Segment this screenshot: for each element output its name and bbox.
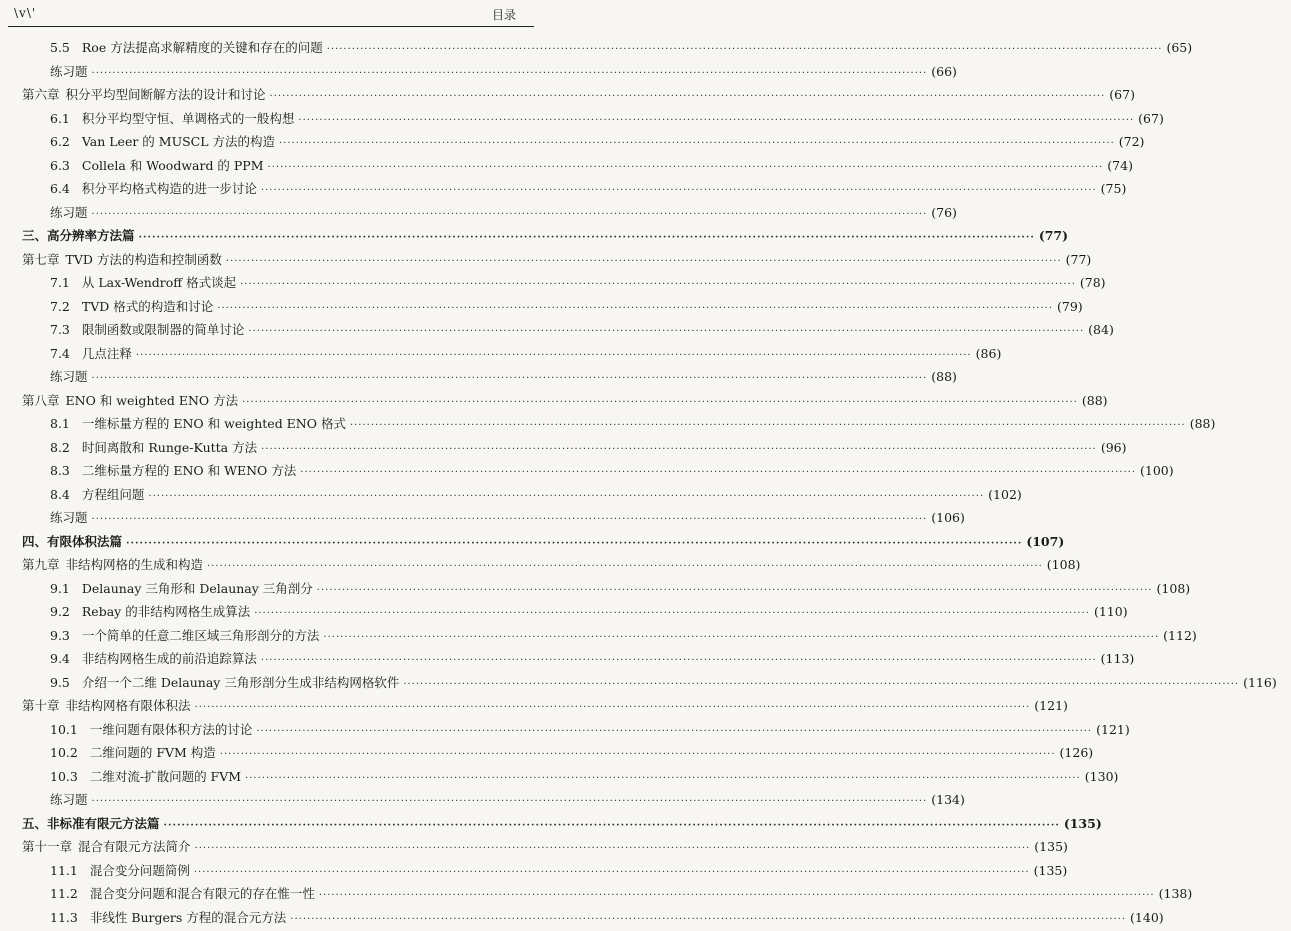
dot-leader: ········································································································································································································ bbox=[92, 203, 928, 227]
toc-entry-page: (67) bbox=[1109, 83, 1149, 107]
toc-entry-page: (121) bbox=[1034, 694, 1082, 718]
toc-entry-page: (121) bbox=[1096, 718, 1144, 742]
toc-entry-title: 混合变分问题和混合有限元的存在惟一性 bbox=[78, 882, 315, 906]
dot-leader: ········································································································································································································ bbox=[319, 884, 1155, 908]
toc-entry-page: (77) bbox=[1066, 248, 1106, 272]
dot-leader: ········································································································································································································ bbox=[126, 532, 1022, 556]
toc-entry-number: 8.2 bbox=[50, 436, 70, 460]
toc-entry-title: 从 Lax-Wendroff 格式谈起 bbox=[70, 271, 236, 295]
toc-entry bbox=[0, 812, 544, 836]
dot-leader: ········································································································································································································ bbox=[254, 602, 1090, 626]
toc-entry-page: (67) bbox=[1138, 107, 1178, 131]
toc-entry-number: 7.4 bbox=[50, 342, 70, 366]
toc-entry-number: 10.3 bbox=[50, 765, 78, 789]
header-rule bbox=[8, 26, 534, 27]
toc-entry bbox=[0, 741, 544, 765]
toc-entry bbox=[0, 718, 544, 742]
toc-entry-page: (135) bbox=[1064, 812, 1116, 836]
toc-entry-title: 非结构网格生成的前沿追踪算法 bbox=[70, 647, 257, 671]
dot-leader: ········································································································································································································ bbox=[92, 508, 928, 532]
toc-entry-number: 9.5 bbox=[50, 671, 70, 695]
toc-entry-title: 三、高分辨率方法篇 bbox=[22, 224, 135, 248]
toc-entry-title: 练习题 bbox=[50, 365, 88, 389]
dot-leader: ········································································································································································································ bbox=[92, 790, 928, 814]
toc-entry-page: (106) bbox=[931, 506, 979, 530]
toc-entry-page: (113) bbox=[1101, 647, 1149, 671]
toc-entry-title: 积分平均型守恒、单调格式的一般构想 bbox=[70, 107, 295, 131]
toc-entry-number: 第十章 bbox=[22, 694, 60, 718]
dot-leader: ········································································································································································································ bbox=[194, 861, 1030, 885]
dot-leader: ········································································································································································································ bbox=[261, 438, 1097, 462]
toc-entry-page: (135) bbox=[1034, 835, 1082, 859]
toc-entry bbox=[0, 365, 544, 389]
toc-entry-title: 二维问题的 FVM 构造 bbox=[78, 741, 216, 765]
toc-entry-number: 7.2 bbox=[50, 295, 70, 319]
toc-entry bbox=[0, 412, 544, 436]
toc-entry-number: 8.3 bbox=[50, 459, 70, 483]
toc-entry bbox=[0, 318, 544, 342]
toc-entry-number: 第八章 bbox=[22, 389, 60, 413]
toc-entry bbox=[0, 553, 544, 577]
toc-entry-number: 第十一章 bbox=[22, 835, 72, 859]
dot-leader: ········································································································································································································ bbox=[220, 743, 1056, 767]
toc-entry-page: (108) bbox=[1157, 577, 1205, 601]
running-title: 目录 bbox=[492, 6, 516, 23]
toc-entry-title: 二维对流-扩散问题的 FVM bbox=[78, 765, 241, 789]
toc-entry bbox=[0, 835, 544, 859]
toc-entry-number: 9.2 bbox=[50, 600, 70, 624]
toc-entry-page: (96) bbox=[1101, 436, 1141, 460]
toc-entry bbox=[0, 248, 544, 272]
dot-leader: ········································································································································································································ bbox=[240, 273, 1076, 297]
toc-entry-title: 混合变分问题简例 bbox=[78, 859, 190, 883]
toc-entry-number: 11.1 bbox=[50, 859, 78, 883]
toc-entry-title: Delaunay 三角形和 Delaunay 三角剖分 bbox=[70, 577, 313, 601]
toc-entry-page: (75) bbox=[1101, 177, 1141, 201]
toc-entry-title: 限制函数或限制器的简单讨论 bbox=[70, 318, 245, 342]
toc-entry-page: (108) bbox=[1047, 553, 1095, 577]
toc-entry-title: 积分平均格式构造的进一步讨论 bbox=[70, 177, 257, 201]
dot-leader: ········································································································································································································ bbox=[256, 720, 1092, 744]
toc-entry-title: Collela 和 Woodward 的 PPM bbox=[70, 154, 264, 178]
toc-entry-page: (110) bbox=[1094, 600, 1142, 624]
dot-leader: ········································································································································································································ bbox=[270, 85, 1106, 109]
dot-leader: ········································································································································································································ bbox=[327, 38, 1163, 62]
toc-entry-number: 6.2 bbox=[50, 130, 70, 154]
toc-entry-number: 第六章 bbox=[22, 83, 60, 107]
toc-entry-page: (72) bbox=[1119, 130, 1159, 154]
dot-leader: ········································································································································································································ bbox=[195, 696, 1031, 720]
dot-leader: ········································································································································································································ bbox=[148, 485, 984, 509]
dot-leader: ········································································································································································································ bbox=[268, 156, 1104, 180]
toc-entry-number: 6.3 bbox=[50, 154, 70, 178]
dot-leader: ········································································································································································································ bbox=[92, 367, 928, 391]
page-header bbox=[0, 0, 544, 30]
toc-entry bbox=[0, 694, 544, 718]
dot-leader: ········································································································································································································ bbox=[323, 626, 1159, 650]
toc-entry-title: 介绍一个二维 Delaunay 三角形剖分生成非结构网格软件 bbox=[70, 671, 399, 695]
toc-entry-page: (76) bbox=[931, 201, 971, 225]
toc-entry-title: Roe 方法提高求解精度的关键和存在的问题 bbox=[70, 36, 323, 60]
toc-entry bbox=[0, 177, 544, 201]
toc-entry-number: 9.4 bbox=[50, 647, 70, 671]
toc-entry-number: 11.3 bbox=[50, 906, 78, 930]
toc-entry bbox=[0, 224, 544, 248]
toc-entry-number: 5.5 bbox=[50, 36, 70, 60]
toc-entry-title: Rebay 的非结构网格生成算法 bbox=[70, 600, 250, 624]
dot-leader: ········································································································································································································ bbox=[195, 837, 1031, 861]
toc-entry-title: 积分平均型间断解方法的设计和讨论 bbox=[60, 83, 266, 107]
dot-leader: ········································································································································································································ bbox=[92, 62, 928, 86]
toc-entry-title: 练习题 bbox=[50, 506, 88, 530]
dot-leader: ········································································································································································································ bbox=[261, 649, 1097, 673]
toc-entry-page: (126) bbox=[1060, 741, 1108, 765]
toc-entry bbox=[0, 600, 544, 624]
toc-entry-title: 混合有限元方法简介 bbox=[72, 835, 191, 859]
toc-entry-page: (88) bbox=[1190, 412, 1230, 436]
toc-entry-title: 四、有限体积法篇 bbox=[22, 530, 122, 554]
toc-entry-page: (112) bbox=[1163, 624, 1211, 648]
dot-leader: ········································································································································································································ bbox=[164, 814, 1060, 838]
toc-entry-number: 9.3 bbox=[50, 624, 70, 648]
dot-leader: ········································································································································································································ bbox=[317, 579, 1153, 603]
toc-entry bbox=[0, 506, 544, 530]
toc-entry-title: 一维问题有限体积方法的讨论 bbox=[78, 718, 253, 742]
toc-entry bbox=[0, 624, 544, 648]
toc-entry-page: (138) bbox=[1159, 882, 1207, 906]
toc-entry-page: (74) bbox=[1107, 154, 1147, 178]
toc-entry-number: 7.3 bbox=[50, 318, 70, 342]
toc-entry bbox=[0, 483, 544, 507]
toc-entry-page: (77) bbox=[1039, 224, 1082, 248]
toc-entry-number: 第九章 bbox=[22, 553, 60, 577]
toc-entry-number: 第七章 bbox=[22, 248, 60, 272]
toc-entry bbox=[0, 154, 544, 178]
toc-entry bbox=[0, 271, 544, 295]
toc-entry-page: (86) bbox=[976, 342, 1016, 366]
dot-leader: ········································································································································································································ bbox=[139, 226, 1035, 250]
toc-entry bbox=[0, 530, 544, 554]
dot-leader: ········································································································································································································ bbox=[248, 320, 1084, 344]
toc-entry-title: 练习题 bbox=[50, 788, 88, 812]
toc-entry bbox=[0, 107, 544, 131]
toc-entry-page: (66) bbox=[931, 60, 971, 84]
toc-entry bbox=[0, 671, 544, 695]
toc-entry-number: 8.1 bbox=[50, 412, 70, 436]
toc-entry-page: (100) bbox=[1140, 459, 1188, 483]
toc-entry-title: 非结构网格有限体积法 bbox=[60, 694, 191, 718]
toc-entry bbox=[0, 436, 544, 460]
toc-entry-number: 10.1 bbox=[50, 718, 78, 742]
toc-entry bbox=[0, 342, 544, 366]
toc-entry-page: (88) bbox=[931, 365, 971, 389]
toc-entry-number: 9.1 bbox=[50, 577, 70, 601]
dot-leader: ········································································································································································································ bbox=[242, 391, 1078, 415]
toc-entry-number: 11.2 bbox=[50, 882, 78, 906]
dot-leader: ········································································································································································································ bbox=[207, 555, 1043, 579]
toc-entry-title: TVD 方法的构造和控制函数 bbox=[60, 248, 222, 272]
toc-entry-title: 练习题 bbox=[50, 60, 88, 84]
toc-entry-title: 几点注释 bbox=[70, 342, 132, 366]
toc-entry-page: (65) bbox=[1166, 36, 1206, 60]
toc-entry-title: 练习题 bbox=[50, 201, 88, 225]
toc-entry-number: 7.1 bbox=[50, 271, 70, 295]
toc-entry-title: 时间离散和 Runge-Kutta 方法 bbox=[70, 436, 257, 460]
toc-entry-page: (79) bbox=[1057, 295, 1097, 319]
toc-entry-title: TVD 格式的构造和讨论 bbox=[70, 295, 213, 319]
dot-leader: ········································································································································································································ bbox=[136, 344, 972, 368]
toc-entry-page: (130) bbox=[1085, 765, 1133, 789]
toc-entry-page: (135) bbox=[1034, 859, 1082, 883]
toc-entry bbox=[0, 859, 544, 883]
toc-entry-page: (116) bbox=[1243, 671, 1291, 695]
toc-entry bbox=[0, 389, 544, 413]
toc-entry bbox=[0, 647, 544, 671]
toc-entry bbox=[0, 295, 544, 319]
dot-leader: ········································································································································································································ bbox=[298, 109, 1134, 133]
toc-entry bbox=[0, 130, 544, 154]
toc-entry-page: (107) bbox=[1026, 530, 1078, 554]
dot-leader: ········································································································································································································ bbox=[261, 179, 1097, 203]
dot-leader: ········································································································································································································ bbox=[226, 250, 1062, 274]
dot-leader: ········································································································································································································ bbox=[279, 132, 1115, 156]
toc-entry bbox=[0, 788, 544, 812]
toc-entry bbox=[0, 83, 544, 107]
toc-entry-title: 二维标量方程的 ENO 和 WENO 方法 bbox=[70, 459, 296, 483]
toc-entry-page: (84) bbox=[1088, 318, 1128, 342]
dot-leader: ········································································································································································································ bbox=[290, 908, 1126, 931]
toc-entry-page: (78) bbox=[1080, 271, 1120, 295]
toc-entry bbox=[0, 882, 544, 906]
toc-entry-page: (134) bbox=[931, 788, 979, 812]
toc-entry-title: 五、非标准有限元方法篇 bbox=[22, 812, 160, 836]
toc-entry-title: 非结构网格的生成和构造 bbox=[60, 553, 204, 577]
page-number-marker: \v\' bbox=[14, 6, 36, 20]
toc-entry-title: ENO 和 weighted ENO 方法 bbox=[60, 389, 239, 413]
table-of-contents bbox=[0, 36, 544, 929]
toc-entry-number: 6.1 bbox=[50, 107, 70, 131]
toc-entry bbox=[0, 60, 544, 84]
dot-leader: ········································································································································································································ bbox=[403, 673, 1239, 697]
toc-entry-title: 非线性 Burgers 方程的混合元方法 bbox=[78, 906, 286, 930]
dot-leader: ········································································································································································································ bbox=[300, 461, 1136, 485]
toc-entry bbox=[0, 459, 544, 483]
toc-entry bbox=[0, 577, 544, 601]
toc-entry-page: (88) bbox=[1082, 389, 1122, 413]
toc-entry-title: 一维标量方程的 ENO 和 weighted ENO 格式 bbox=[70, 412, 346, 436]
toc-entry bbox=[0, 765, 544, 789]
dot-leader: ········································································································································································································ bbox=[350, 414, 1186, 438]
toc-entry-number: 6.4 bbox=[50, 177, 70, 201]
toc-entry bbox=[0, 36, 544, 60]
toc-entry-number: 10.2 bbox=[50, 741, 78, 765]
dot-leader: ········································································································································································································ bbox=[245, 767, 1081, 791]
toc-entry bbox=[0, 201, 544, 225]
toc-entry bbox=[0, 906, 544, 930]
toc-entry-page: (140) bbox=[1130, 906, 1178, 930]
toc-entry-page: (102) bbox=[988, 483, 1036, 507]
toc-entry-title: 一个简单的任意二维区域三角形剖分的方法 bbox=[70, 624, 320, 648]
toc-entry-title: Van Leer 的 MUSCL 方法的构造 bbox=[70, 130, 275, 154]
toc-entry-title: 方程组问题 bbox=[70, 483, 145, 507]
dot-leader: ········································································································································································································ bbox=[217, 297, 1053, 321]
toc-entry-number: 8.4 bbox=[50, 483, 70, 507]
